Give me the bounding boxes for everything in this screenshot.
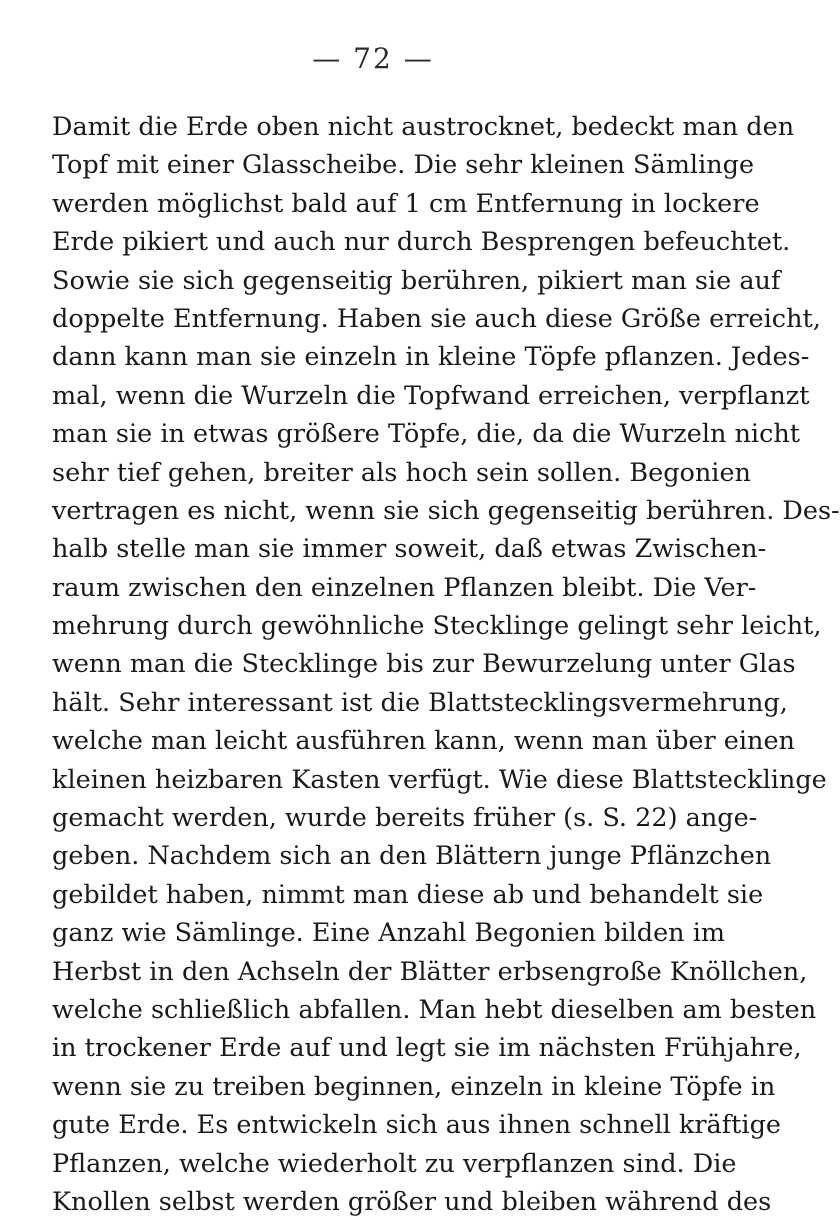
text-line: hält. Sehr interessant ist die Blattstecklingsvermehrung, xyxy=(52,687,788,718)
text-line: Herbst in den Achseln der Blätter erbsengroße Knöllchen, xyxy=(52,956,808,987)
text-line: Pflanzen, welche wiederholt zu verpflanzen sind. Die xyxy=(52,1148,737,1179)
text-line: mehrung durch gewöhnliche Stecklinge gelingt sehr leicht, xyxy=(52,611,822,642)
text-line: Knollen selbst werden größer und bleiben während des xyxy=(52,1186,772,1217)
text-line: wenn man die Stecklinge bis zur Bewurzelung unter Glas xyxy=(52,649,796,680)
text-line: gemacht werden, wurde bereits früher (s. S. 22) ange- xyxy=(52,803,758,834)
text-line: kleinen heizbaren Kasten verfügt. Wie diese Blattstecklinge xyxy=(52,764,827,795)
text-line: geben. Nachdem sich an den Blättern junge Pflänzchen xyxy=(52,841,772,872)
text-line: raum zwischen den einzelnen Pflanzen bleibt. Die Ver- xyxy=(52,572,757,603)
text-line: in trockener Erde auf und legt sie im nächsten Frühjahre, xyxy=(52,1033,802,1064)
text-line: ganz wie Sämlinge. Eine Anzahl Begonien bilden im xyxy=(52,918,726,949)
text-line: man sie in etwas größere Töpfe, die, da die Wurzeln nicht xyxy=(52,419,801,450)
text-line: halb stelle man sie immer soweit, daß etwas Zwischen- xyxy=(52,534,767,565)
page-number: — 72 — xyxy=(312,42,434,75)
text-line: doppelte Entfernung. Haben sie auch diese Größe erreicht, xyxy=(52,303,821,334)
text-line: gebildet haben, nimmt man diese ab und behandelt sie xyxy=(52,879,764,910)
text-line: mal, wenn die Wurzeln die Topfwand erreichen, verpflanzt xyxy=(52,380,810,411)
text-line: werden möglichst bald auf 1 cm Entfernung in lockere xyxy=(52,188,760,219)
text-line: welche man leicht ausführen kann, wenn man über einen xyxy=(52,726,795,757)
text-line: gute Erde. Es entwickeln sich aus ihnen schnell kräftige xyxy=(52,1110,781,1141)
text-line: Damit die Erde oben nicht austrocknet, bedeckt man den xyxy=(52,112,795,142)
text-line: Sowie sie sich gegenseitig berühren, pikiert man sie auf xyxy=(52,265,781,296)
text-line: dann kann man sie einzeln in kleine Töpfe pflanzen. Jedes- xyxy=(52,342,810,373)
text-line: Topf mit einer Glasscheibe. Die sehr kleinen Sämlinge xyxy=(52,150,755,181)
text-line: sehr tief gehen, breiter als hoch sein sollen. Begonien xyxy=(52,457,751,488)
text-line: wenn sie zu treiben beginnen, einzeln in kleine Töpfe in xyxy=(52,1071,776,1102)
text-line: welche schließlich abfallen. Man hebt dieselben am besten xyxy=(52,994,817,1025)
text-line: Erde pikiert und auch nur durch Besprengen befeuchtet. xyxy=(52,227,791,258)
body-text xyxy=(52,108,840,1221)
text-line: vertragen es nicht, wenn sie sich gegenseitig berühren. Des- xyxy=(52,495,840,526)
